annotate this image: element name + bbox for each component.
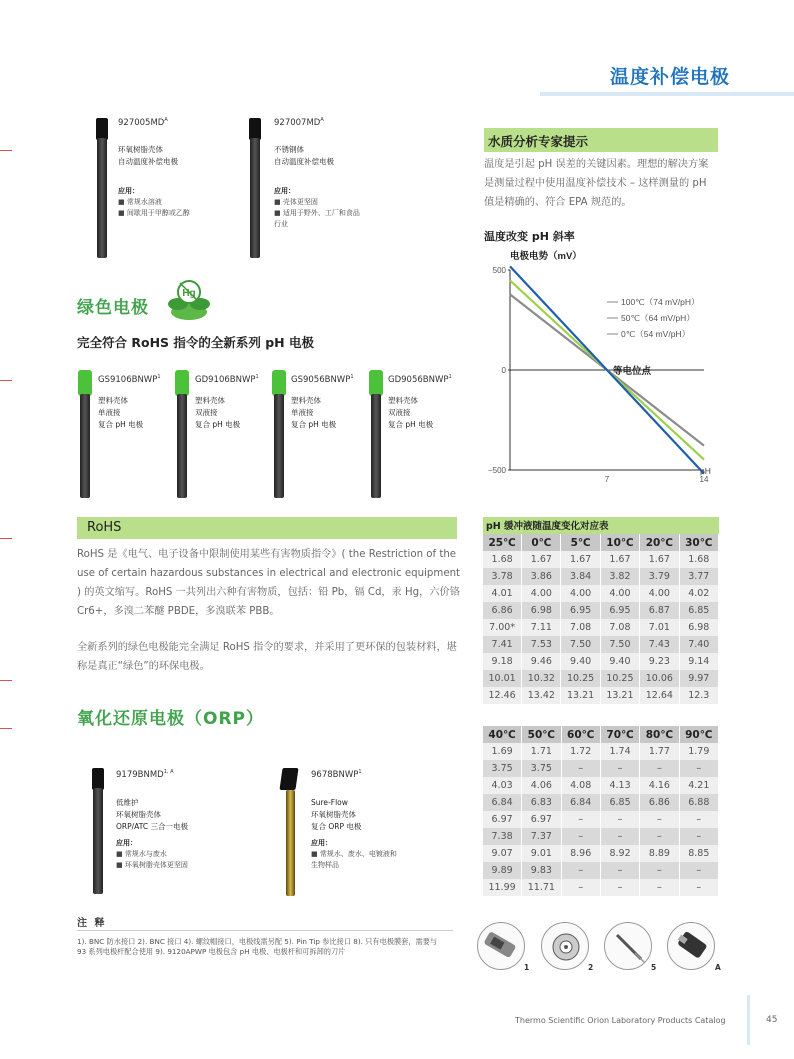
probe-body [93,788,103,894]
green-section-subtitle: 完全符合 RoHS 指令的全新系列 pH 电极 [77,335,314,350]
edge-mark [0,150,12,151]
table-cell: 6.87 [640,602,679,619]
probe-body [274,394,284,498]
table-cell: 7.08 [600,619,639,636]
table-cell: 4.02 [679,585,718,602]
table-cell: 9.97 [679,670,718,687]
table-cell: – [600,862,639,879]
table-row [483,862,719,879]
table-cell: 7.00* [483,619,522,636]
table-cell: 6.85 [679,602,718,619]
table-row [483,811,719,828]
column-header: 60℃ [561,726,600,743]
table-row [483,845,719,862]
table-cell: 4.03 [483,777,522,794]
table-cell: 1.71 [522,743,561,760]
table-cell: 4.08 [561,777,600,794]
table-cell: 6.83 [522,794,561,811]
notes-text: 1). BNC 防水接口 2). BNC 接口 4). 螺纹帽接口，电极线需另配 5). Pin Tip 参比接口 8). 只有电极膜套，需要与 93 系列电极杆配合使用 9). 9120APWP 电极包含 pH 电极、电极杆和可拆卸的刀片 [77,937,438,956]
x-axis-label: pH [700,466,711,476]
table-cell: – [640,760,679,777]
table-cell: 12.64 [640,687,679,704]
table-cell: – [679,862,718,879]
table-header-row [483,726,719,743]
table-cell: 7.50 [561,636,600,653]
product-code: $9179BNMD^{1, A}$ [116,769,174,780]
table-cell: 3.75 [522,760,561,777]
table-cell: 4.00 [561,585,600,602]
table-cell: 9.01 [522,845,561,862]
table-cell: – [679,760,718,777]
product-desc: 塑料壳体 双液接 复合 pH 电极 [195,396,241,429]
table-cell: 1.74 [600,743,639,760]
table-cell: 10.25 [561,670,600,687]
table-cell: 1.67 [522,551,561,568]
pin-tip-connector-icon [604,922,652,970]
table-cell: 3.86 [522,568,561,585]
table-cell: – [640,811,679,828]
y-tick-label: 0 [501,366,506,375]
table-row [483,687,719,704]
table-cell: 6.95 [600,602,639,619]
probe-body [97,138,107,258]
table-cell: 7.50 [600,636,639,653]
connector-label: 1 [524,963,530,972]
table-cell: 9.18 [483,653,522,670]
product-desc: 不锈钢体 自动温度补偿电极 [274,145,334,166]
table-cell: 6.84 [483,794,522,811]
product-code: GS9106BNWP$^1$ [98,374,161,385]
rohs-paragraph-2: 全新系列的绿色电极能完全满足 RoHS 指令的要求，并采用了更环保的包装材料，堪称是真正“绿色”的环保电极。 [77,642,457,672]
product-code: GD9056BNWP$^1$ [388,374,452,385]
svg-text:Hg: Hg [182,288,196,299]
product-apps: 应用： ■ 常规水与废水 ■ 环氧树脂壳体更坚固 [116,839,188,869]
notes-rule [77,930,453,931]
table-row [483,828,719,845]
table-cell: 3.79 [640,568,679,585]
green-probe-icon [272,370,286,396]
rohs-header-bar [77,517,457,539]
table-cell: 1.77 [640,743,679,760]
product-apps: 应用： ■ 常规水、废水、电镀液和 生物样品 [311,839,397,869]
table-cell: – [640,862,679,879]
probe-body [250,138,260,258]
y-tick-label: −500 [487,466,506,475]
product-apps: 应用： ■ 常规水溶液 ■ 间歇用于甲醇或乙醇 [118,187,190,217]
product-code: $927005MD^A$ [118,117,168,128]
column-header: 70℃ [600,726,639,743]
table-cell: 10.01 [483,670,522,687]
table-cell: 6.97 [483,811,522,828]
column-header: 10℃ [600,534,639,551]
table-cell: 7.01 [640,619,679,636]
bnc-connector-icon [541,922,589,970]
table-cell: 3.84 [561,568,600,585]
table-cell: 7.11 [522,619,561,636]
probe-body [80,394,90,498]
product-code: GD9106BNWP$^1$ [195,374,259,385]
expert-text: 温度是引起 pH 误差的关键因素。理想的解决方案是测量过程中使用温度补偿技术 – 这样测量的 pH 值是精确的、符合 EPA 规范的。 [484,159,709,208]
table-cell: 6.97 [522,811,561,828]
table-cell: – [600,828,639,845]
column-header: 5℃ [561,534,600,551]
probe-icon [92,768,104,790]
x-tick-label: 14 [699,475,709,484]
y-tick-label: 500 [492,266,506,275]
product-desc: 塑料壳体 双液接 复合 pH 电极 [388,396,434,429]
probe-body [177,394,187,498]
table-cell: 9.89 [483,862,522,879]
table-cell: 10.25 [600,670,639,687]
column-header: 40℃ [483,726,522,743]
probe-body [286,790,295,896]
table-cell: 1.67 [640,551,679,568]
connector-label: 5 [651,963,657,972]
isopotential-point-label: 等电位点 [613,366,652,377]
expert-title: 水质分析专家提示 [488,134,589,149]
table-cell: 1.79 [679,743,718,760]
column-header: 25℃ [483,534,522,551]
table-cell: 7.41 [483,636,522,653]
table-cell: 10.32 [522,670,561,687]
table-cell: 4.13 [600,777,639,794]
edge-mark [0,538,12,539]
table-row [483,636,719,653]
column-header: 30℃ [679,534,718,551]
table-cell: 13.42 [522,687,561,704]
table-cell: 9.14 [679,653,718,670]
table-cell: 12.3 [679,687,718,704]
edge-mark [0,380,12,381]
column-header: 0℃ [522,534,561,551]
table-header-row [483,534,719,551]
probe-icon [96,118,108,140]
footer-divider [747,995,750,1045]
rohs-paragraph-1: RoHS 是《电气、电子设备中限制使用某些有害物质指令》( the Restriction of the use of certain hazardous substances in electrical and electronic equipment ) 的英文缩写。RoHS 一共列出六种有害物质，包括：铅 Pb，镉 Cd，汞 Hg，六价铬 Cr6+，多溴二苯醚 PBDE，多溴联苯 PBB。 [77,549,461,617]
table-cell: 4.06 [522,777,561,794]
table-cell: 6.84 [561,794,600,811]
footer-catalog-text: Thermo Scientific Orion Laboratory Products Catalog [515,1016,726,1025]
table-row [483,670,719,687]
table-cell: 1.69 [483,743,522,760]
table-cell: 11.99 [483,879,522,896]
probe-icon [249,118,261,140]
table-cell: 9.46 [522,653,561,670]
page-number: 45 [766,1015,778,1025]
product-desc: 环氧树脂壳体 自动温度补偿电极 [118,145,178,166]
table-cell: – [600,811,639,828]
product-code: 9678BNWP$^1$ [311,769,362,780]
column-header: 80℃ [640,726,679,743]
green-probe-icon [369,370,383,396]
edge-mark [0,680,12,681]
edge-mark [0,728,12,729]
table-row [483,743,719,760]
table-cell: – [561,828,600,845]
ph-table-high-temps [483,726,719,896]
table-cell: 4.16 [640,777,679,794]
product-desc: Sure-Flow 环氧树脂壳体 复合 ORP 电极 [311,798,362,831]
hg-free-logo-icon [166,278,212,322]
table-cell: 3.78 [483,568,522,585]
table-cell: 13.21 [561,687,600,704]
product-desc: 低维护 环氧树脂壳体 ORP/ATC 三合一电极 [116,798,188,831]
table-cell: 3.77 [679,568,718,585]
table-row [483,794,719,811]
table-cell: 6.98 [679,619,718,636]
probe-body [371,394,381,498]
table-cell: 9.23 [640,653,679,670]
table-cell: 12.46 [483,687,522,704]
rohs-title: RoHS [87,520,122,535]
table-cell: 10.06 [640,670,679,687]
connector-label: A [715,963,721,972]
table-cell: 9.40 [600,653,639,670]
table-cell: 7.08 [561,619,600,636]
table-cell: – [640,828,679,845]
table-cell: – [640,879,679,896]
column-header: 50℃ [522,726,561,743]
table-cell: – [561,760,600,777]
legend-label: 100℃（74 mV/pH） [621,297,700,307]
ph-slope-chart [478,245,738,495]
bnc-waterproof-connector-icon [477,922,525,970]
table-row [483,619,719,636]
table-cell: 7.37 [522,828,561,845]
table-cell: 1.67 [600,551,639,568]
table-cell: 8.96 [561,845,600,862]
green-section-title: 绿色电极 [77,298,149,318]
table-cell: 6.85 [600,794,639,811]
table-cell: 4.00 [600,585,639,602]
table-cell: 8.85 [679,845,718,862]
probe-icon [279,768,298,790]
screw-cap-connector-icon [667,922,715,970]
table-cell: – [600,760,639,777]
table-cell: 4.21 [679,777,718,794]
green-probe-icon [78,370,92,396]
table-cell: 11.71 [522,879,561,896]
product-code: GS9056BNWP$^1$ [291,374,354,385]
ph-table-low-temps [483,534,719,704]
table-cell: 4.00 [640,585,679,602]
table-cell: 6.95 [561,602,600,619]
product-code: $927007MD^A$ [274,117,324,128]
table-row [483,760,719,777]
table-row [483,777,719,794]
table-cell: – [561,811,600,828]
table-cell: 1.67 [561,551,600,568]
table-cell: 13.21 [600,687,639,704]
table-cell: 6.86 [640,794,679,811]
connector-label: 2 [588,963,594,972]
table-cell: – [679,811,718,828]
table-cell: – [561,862,600,879]
green-probe-icon [175,370,189,396]
table-cell: 3.75 [483,760,522,777]
table-row [483,602,719,619]
title-rule [540,92,794,96]
table-cell: 1.72 [561,743,600,760]
table-cell: 7.40 [679,636,718,653]
table-cell: 9.40 [561,653,600,670]
chart-title: 温度改变 pH 斜率 [484,230,575,243]
x-tick-label: 7 [604,475,610,484]
ph-table-title: pH 缓冲液随温度变化对应表 [486,521,609,532]
table-cell: 4.01 [483,585,522,602]
table-cell: 7.53 [522,636,561,653]
table-cell: 1.68 [483,551,522,568]
orp-section-title: 氧化还原电极（ORP） [77,709,265,729]
table-cell: – [679,879,718,896]
table-cell: 3.82 [600,568,639,585]
table-cell: 6.88 [679,794,718,811]
page-title: 温度补偿电极 [610,66,731,88]
table-cell: 7.43 [640,636,679,653]
legend-label: 0℃（54 mV/pH） [621,329,691,339]
table-cell: 9.07 [483,845,522,862]
y-axis-label: 电极电势（mV） [510,251,582,262]
table-cell: – [679,828,718,845]
table-cell: 9.83 [522,862,561,879]
table-row [483,653,719,670]
table-cell: 4.00 [522,585,561,602]
table-cell: 1.68 [679,551,718,568]
table-cell: – [600,879,639,896]
table-row [483,551,719,568]
table-cell: 7.38 [483,828,522,845]
table-row [483,568,719,585]
column-header: 90℃ [679,726,718,743]
table-cell: 8.89 [640,845,679,862]
table-row [483,879,719,896]
product-apps: 应用： ■ 壳体更坚固 ■ 适用于野外、工厂和食品 行业 [274,187,360,228]
product-desc: 塑料壳体 单液接 复合 pH 电极 [98,396,144,429]
notes-title: 注 释 [77,918,107,929]
table-cell: 8.92 [600,845,639,862]
product-desc: 塑料壳体 单液接 复合 pH 电极 [291,396,337,429]
table-row [483,585,719,602]
legend-label: 50℃（64 mV/pH） [621,313,695,323]
table-cell: – [561,879,600,896]
table-cell: 6.98 [522,602,561,619]
column-header: 20℃ [640,534,679,551]
table-cell: 6.86 [483,602,522,619]
